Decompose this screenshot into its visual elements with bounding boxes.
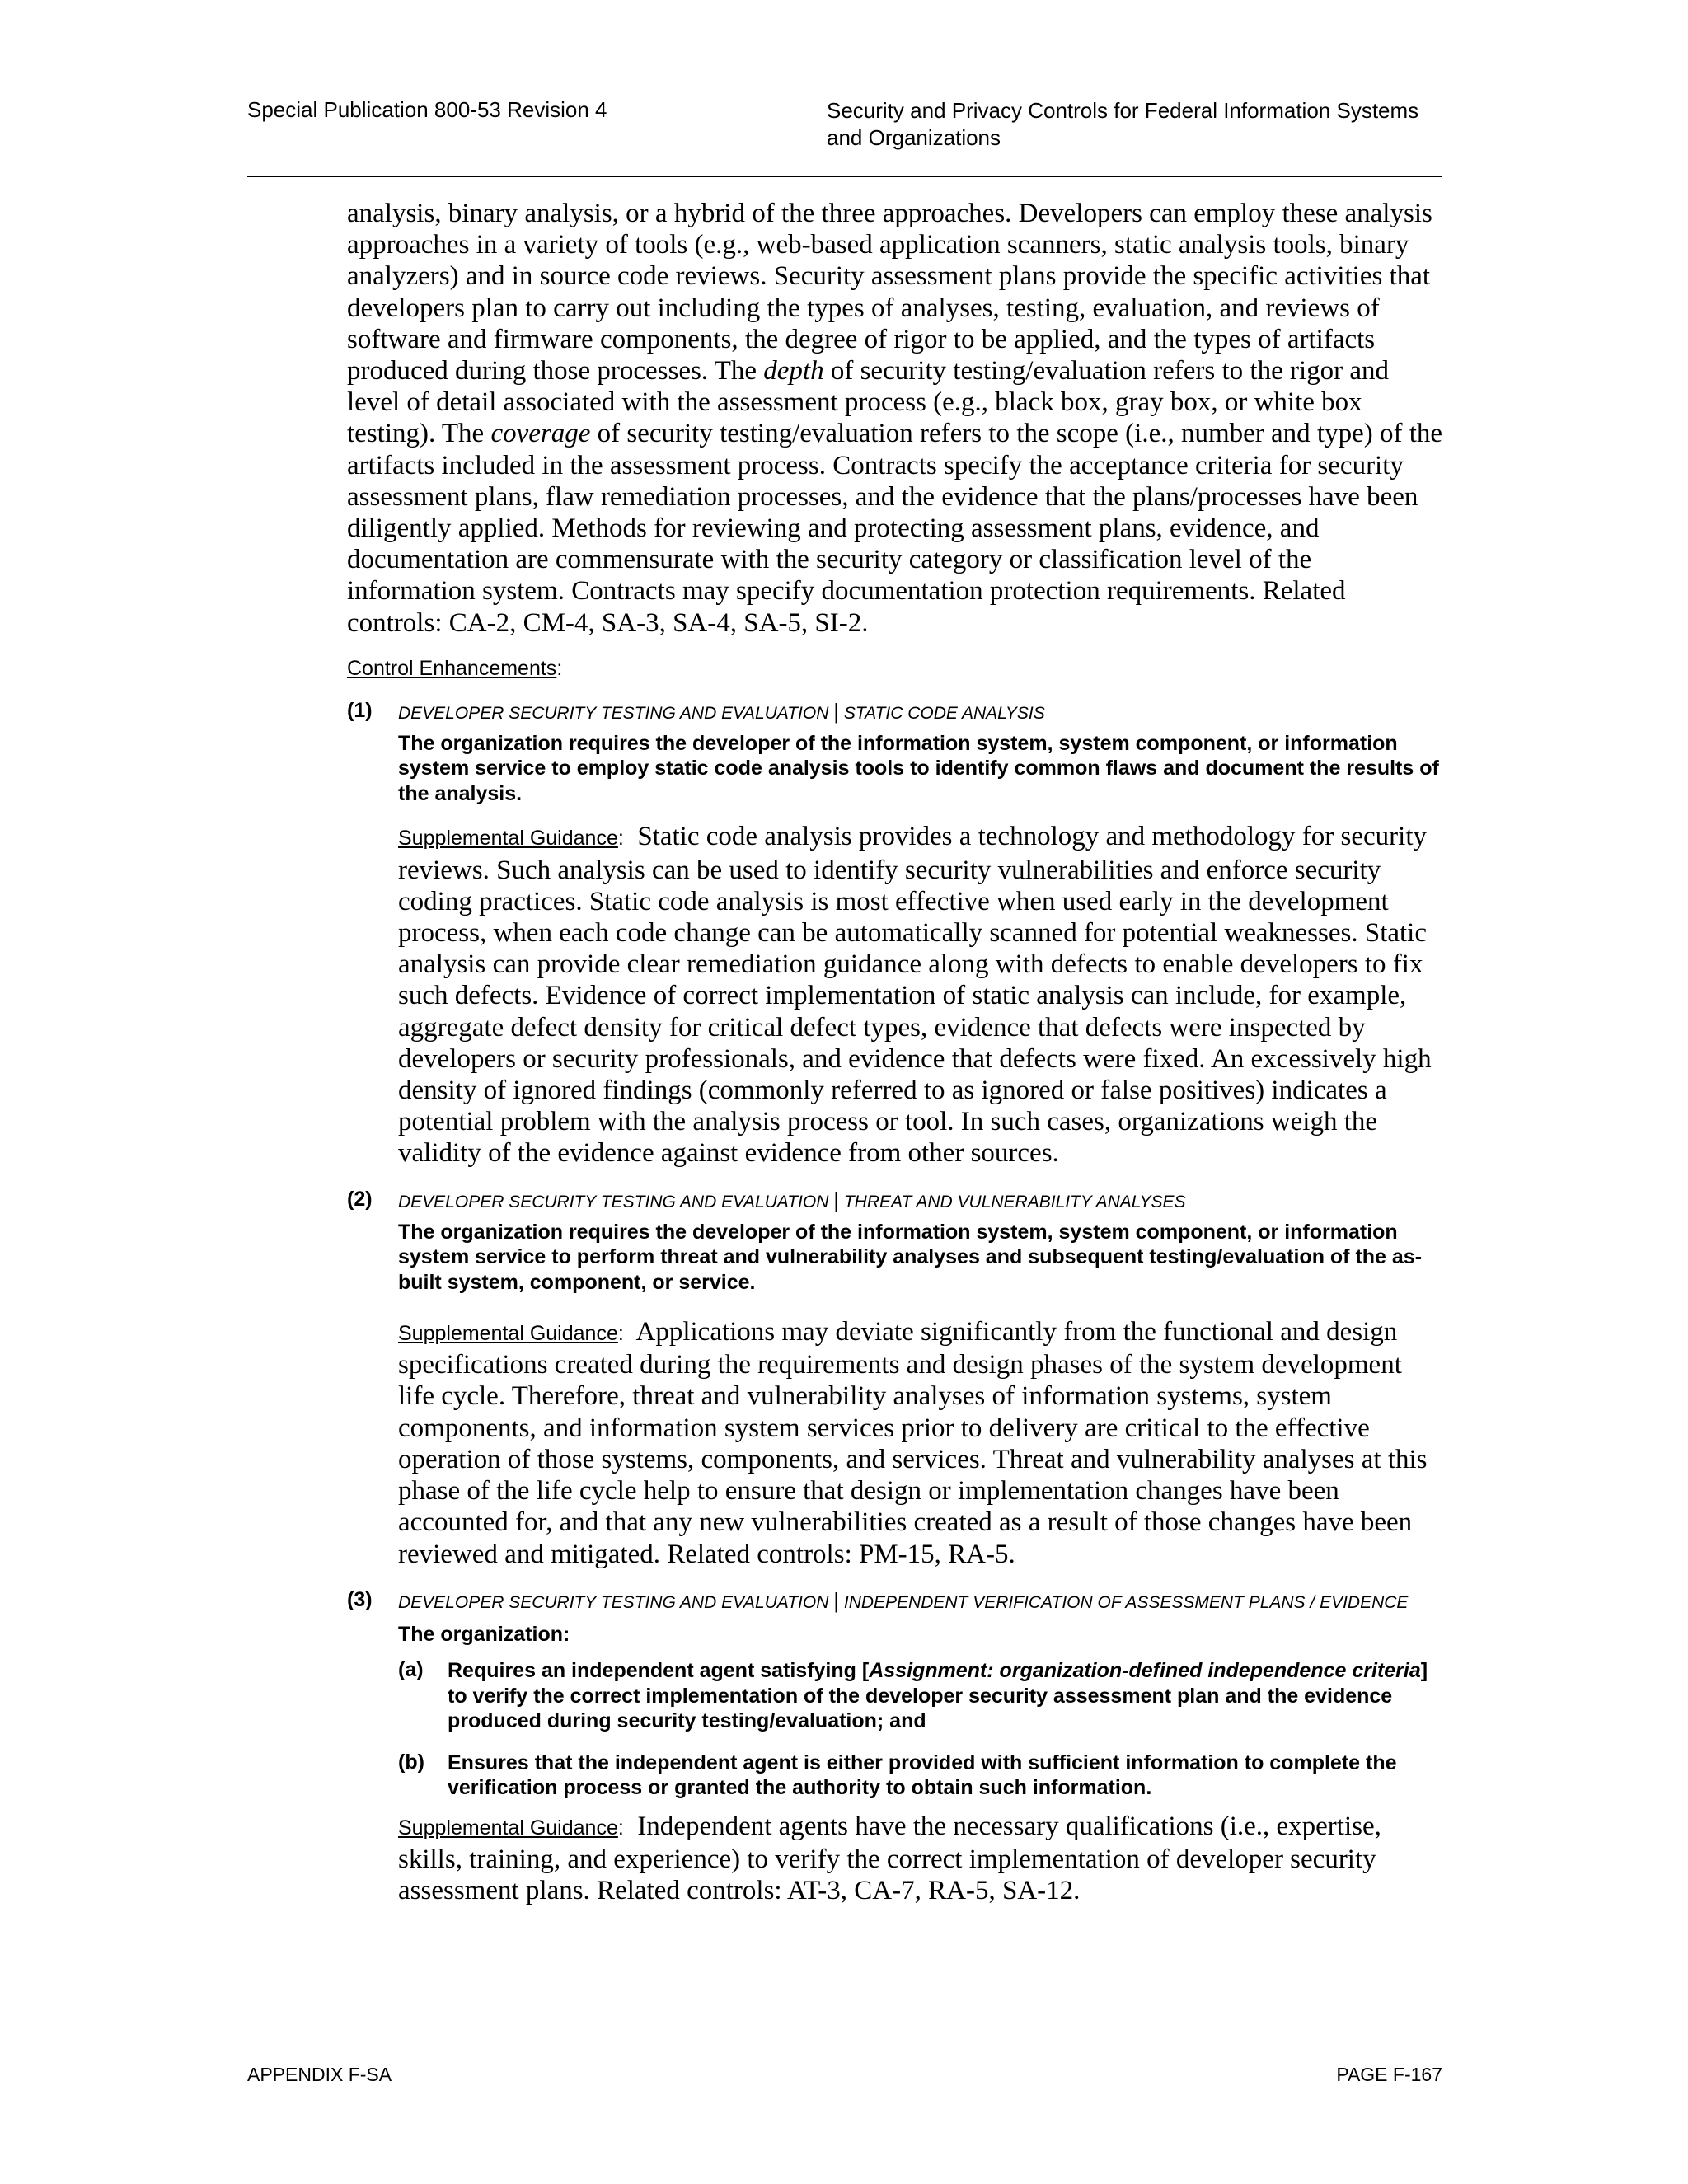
enhancement-title (398, 699, 1445, 726)
enhancement-1 (347, 699, 1445, 1169)
intro-paragraph (347, 198, 1445, 639)
intro-text-1: analysis, binary analysis, or a hybrid of the three approaches. Developers can employ these analysis approaches in a variety of tools (e.g., web-based application scanners, static analysis tools, binary analyzers) and in source code reviews. Security assessment plans provide the specific activities that developers plan to carry out including the types of analyses, testing, evaluation, and reviews of software and firmware components, the degree of rigor to be applied, and the types of artifacts produced during those processes. The (347, 199, 1432, 387)
enhancement-title-name: THREAT AND VULNERABILITY ANALYSES (843, 1192, 1186, 1212)
guidance-text: Static code analysis provides a technology and methodology for security reviews. Such analysis can be used to identify security vulnerabilities and enforce security coding practices. Static code analysis is most effective when used early in the development process, when each code change can be automatically scanned for potential weaknesses. Static analysis can provide clear remediation guidance along with defects to enable developers to fix such defects. Evidence of correct implementation of static analysis can include, for example, aggregate defect density for critical defect types, evidence that defects were inspected by developers or security professionals, and evidence that defects were fixed. An excessively high density of ignored findings (commonly referred to as ignored or false positives) indicates a potential problem with the analysis process or tool. In such cases, organizations weigh the validity of the evidence against evidence from other sources. (398, 822, 1432, 1169)
guidance-colon: : (617, 827, 624, 851)
enhancement-title-control: DEVELOPER SECURITY TESTING AND EVALUATION (398, 703, 829, 723)
item-text-pre: Requires an independent agent satisfying [ (448, 1659, 870, 1683)
title-separator: | (833, 1587, 840, 1613)
footer-appendix: APPENDIX F-SA (247, 2064, 392, 2085)
guidance-colon: : (617, 1322, 624, 1346)
page-body (347, 198, 1445, 1906)
enhancement-title (398, 1188, 1445, 1215)
title-separator: | (833, 1187, 840, 1212)
supplemental-guidance (398, 1811, 1445, 1907)
item-text (448, 1658, 1445, 1734)
guidance-text: Independent agents have the necessary qualifications (i.e., expertise, skills, training, and experience) to verify the correct implementation of developer security assessment plans. Related controls: AT-3, CA-7, RA-5, SA-12. (398, 1811, 1381, 1906)
intro-text-2: of security testing/evaluation refers to the rigor and level of detail associated with the assessment process (e.g., black box, gray box, or white box testing). The (347, 356, 1390, 449)
guidance-label: Supplemental Guidance (398, 1816, 618, 1840)
item-letter: (b) (398, 1750, 424, 1774)
enhancement-2 (347, 1188, 1445, 1570)
enhancement-title (398, 1588, 1445, 1615)
enhancement-requirement: The organization requires the developer of the information system, system component, or information system service to employ static code analysis tools to identify common flaws and document the results of the analysis. (398, 731, 1439, 805)
header-publication: Special Publication 800-53 Revision 4 (247, 97, 607, 122)
enhancement-lead: The organization: (398, 1622, 570, 1646)
enhancement-requirement: The organization requires the developer of the information system, system component, or information system service to perform threat and vulnerability analyses and subsequent testing/evaluation of the as-built system, component, or service. (398, 1220, 1423, 1294)
enhancement-3 (347, 1588, 1445, 1907)
header-document-title: Security and Privacy Controls for Federal Information Systems and Organizations (827, 98, 1419, 150)
control-enhancements-colon: : (556, 656, 563, 680)
control-enhancements-label: Control Enhancements (347, 656, 557, 680)
supplemental-guidance (398, 821, 1445, 1169)
supplemental-guidance (398, 1316, 1445, 1570)
intro-depth-term: depth (763, 356, 824, 387)
guidance-text: Applications may deviate significantly from the functional and design specifications created during the requirements and design phases of the system development life cycle. Therefore, threat and vulnerability analyses of information systems, system components, and information system services prior to delivery are critical to the effective operation of those systems, components, and services. Threat and vulnerability analyses at this phase of the life cycle help to ensure that design or implementation changes have been accounted for, and that any new vulnerabilities created as a result of those changes have been reviewed and mitigated. Related controls: PM-15, RA-5. (398, 1317, 1428, 1569)
enhancement-item-a (398, 1658, 1445, 1734)
item-text: Ensures that the independent agent is either provided with sufficient information to complete the verification process or granted the authority to obtain such information. (448, 1750, 1397, 1800)
header-rule (247, 176, 1442, 177)
intro-coverage-term: coverage (490, 419, 591, 449)
enhancement-number: (2) (347, 1187, 373, 1211)
footer-page-number: PAGE F-167 (1336, 2064, 1442, 2085)
title-separator: | (833, 698, 840, 724)
guidance-label: Supplemental Guidance (398, 827, 618, 851)
enhancement-number: (3) (347, 1587, 373, 1611)
item-text-post: ] to verify the correct implementation of the developer security assessment plan and the evidence produced during security testing/evaluation; and (448, 1659, 1428, 1733)
assignment-parameter: Assignment: organization-defined independence criteria (869, 1659, 1421, 1683)
enhancement-number: (1) (347, 698, 373, 722)
guidance-colon: : (617, 1816, 624, 1840)
enhancement-title-control: DEVELOPER SECURITY TESTING AND EVALUATION (398, 1592, 829, 1612)
item-letter: (a) (398, 1658, 424, 1682)
enhancement-title-control: DEVELOPER SECURITY TESTING AND EVALUATION (398, 1192, 829, 1212)
enhancement-item-b (398, 1750, 1445, 1801)
enhancement-title-name: INDEPENDENT VERIFICATION OF ASSESSMENT PLANS / EVIDENCE (843, 1592, 1409, 1612)
guidance-label: Supplemental Guidance (398, 1322, 618, 1346)
intro-text-3: of security testing/evaluation refers to the scope (i.e., number and type) of the artifacts included in the assessment process. Contracts specify the acceptance criteria for security assessment plans, flaw remediation processes, and the evidence that the plans/processes have been diligently applied. Methods for reviewing and protecting assessment plans, evidence, and documentation are commensurate with the security category or classification level of the information system. Contracts may specify documentation protection requirements. Related controls: CA-2, CM-4, SA-3, SA-4, SA-5, SI-2. (347, 419, 1443, 638)
control-enhancements-heading (347, 657, 1445, 681)
enhancement-title-name: STATIC CODE ANALYSIS (843, 703, 1045, 723)
